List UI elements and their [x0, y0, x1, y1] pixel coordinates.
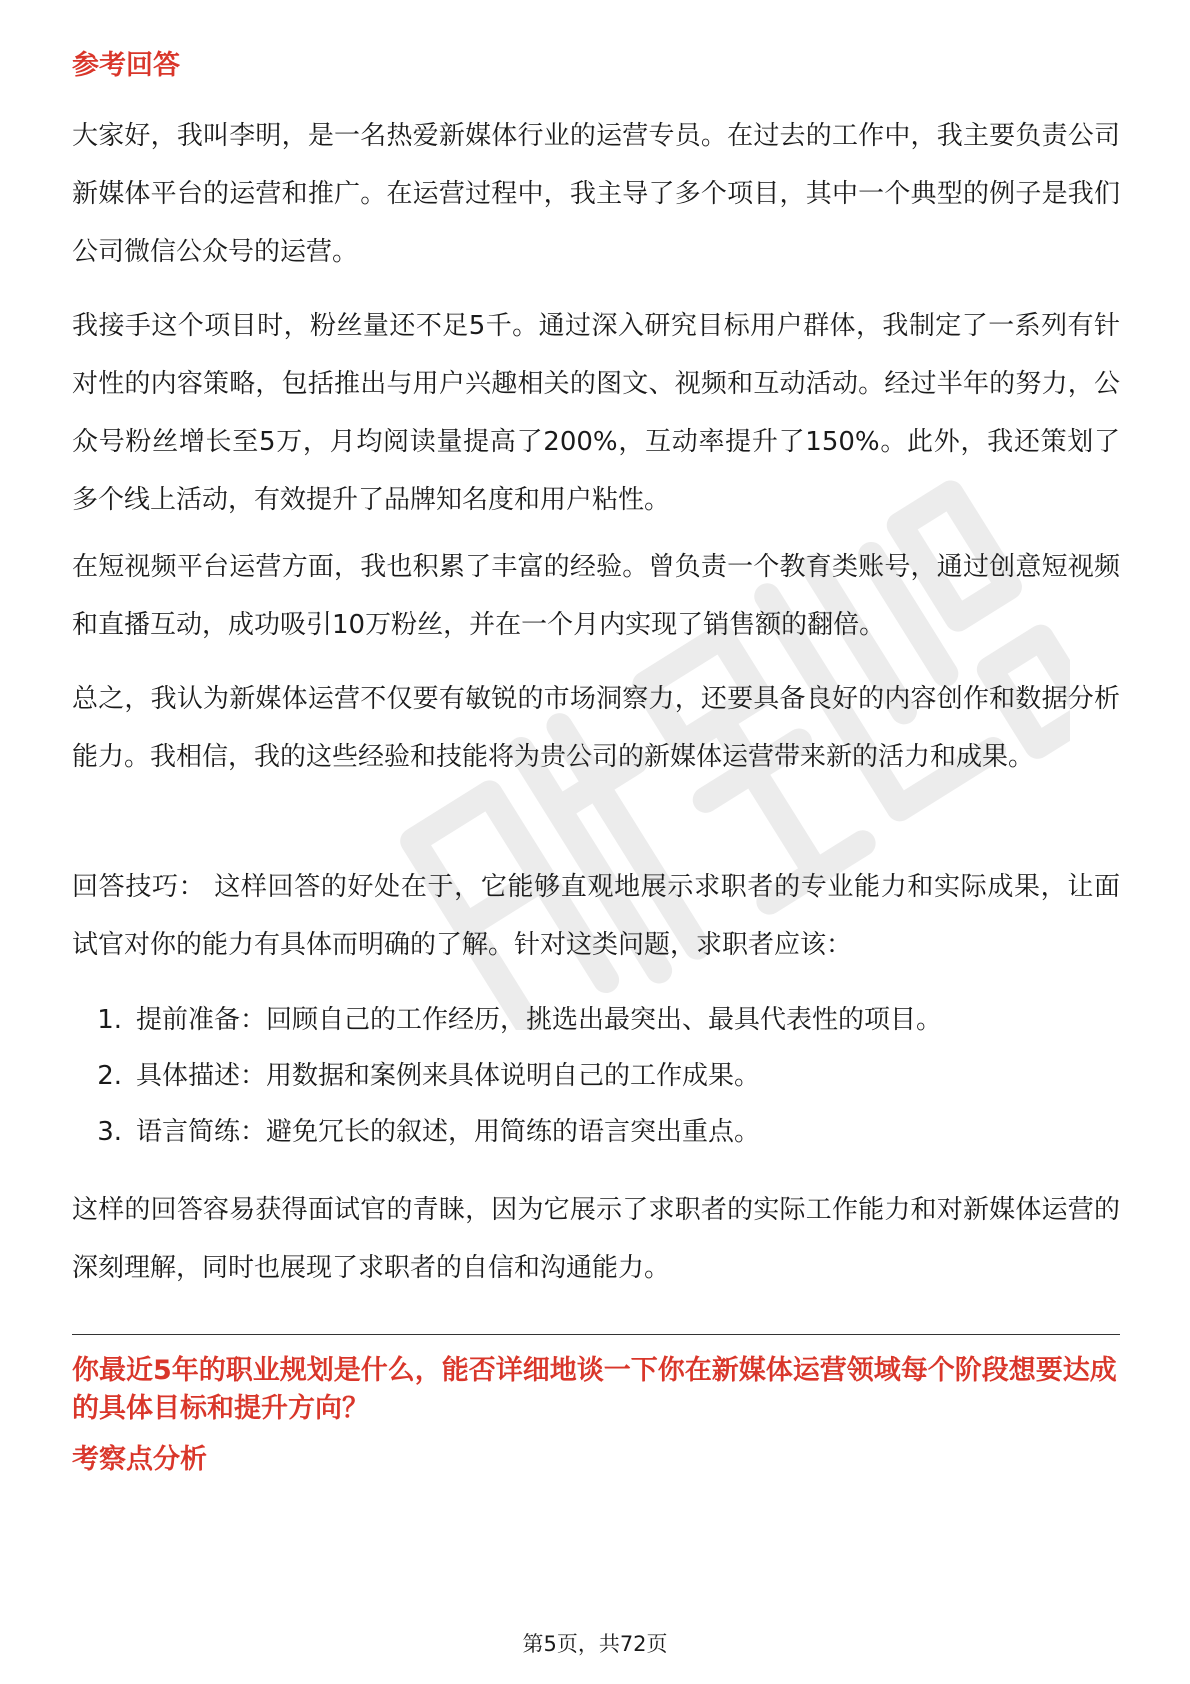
- reference-answer-heading: 参考回答: [72, 50, 180, 81]
- list-item-text: 语言简练：避免冗长的叙述，用简练的语言突出重点。: [136, 1117, 761, 1147]
- list-item-number: 3.: [97, 1117, 122, 1147]
- section-divider: [72, 1334, 1120, 1335]
- tips-conclusion: 这样的回答容易获得面试官的青睐，因为它展示了求职者的实际工作能力和对新媒体运营的深刻理解，同时也展现了求职者的自信和沟通能力。: [72, 1195, 1120, 1283]
- tips-list: [72, 992, 1120, 1160]
- answer-paragraph-summary: 总之，我认为新媒体运营不仅要有敏锐的市场洞察力，还要具备良好的内容创作和数据分析能力。我相信，我的这些经验和技能将为贵公司的新媒体运营带来新的活力和成果。: [72, 684, 1120, 772]
- page-number-footer: 第5页，共72页: [522, 1632, 668, 1656]
- tips-intro: 回答技巧： 这样回答的好处在于，它能够直观地展示求职者的专业能力和实际成果，让面试官对你的能力有具体而明确的了解。针对这类问题，求职者应该：: [72, 872, 1120, 960]
- answer-paragraph-short-video: 在短视频平台运营方面，我也积累了丰富的经验。曾负责一个教育类账号，通过创意短视频和直播互动，成功吸引10万粉丝，并在一个月内实现了销售额的翻倍。: [72, 552, 1120, 640]
- list-item-number: 1.: [97, 1005, 122, 1035]
- list-item: [72, 1048, 1120, 1104]
- list-item: [72, 1104, 1120, 1160]
- list-item-number: 2.: [97, 1061, 122, 1091]
- next-question: 你最近5年的职业规划是什么，能否详细地谈一下你在新媒体运营领域每个阶段想要达成的具体目标和提升方向？: [72, 1355, 1117, 1424]
- list-item-text: 提前准备：回顾自己的工作经历，挑选出最突出、最具代表性的项目。: [136, 1005, 943, 1035]
- analysis-heading: 考察点分析: [72, 1444, 207, 1475]
- answer-paragraph-wechat-project: 我接手这个项目时，粉丝量还不足5千。通过深入研究目标用户群体，我制定了一系列有针对性的内容策略，包括推出与用户兴趣相关的图文、视频和互动活动。经过半年的努力，公众号粉丝增长至5万，月均阅读量提高了200%，互动率提升了150%。此外，我还策划了多个线上活动，有效提升了品牌知名度和用户粘性。: [72, 311, 1120, 515]
- answer-paragraph-intro: 大家好，我叫李明，是一名热爱新媒体行业的运营专员。在过去的工作中，我主要负责公司新媒体平台的运营和推广。在运营过程中，我主导了多个项目，其中一个典型的例子是我们公司微信公众号的运营。: [72, 121, 1120, 267]
- list-item-text: 具体描述：用数据和案例来具体说明自己的工作成果。: [136, 1061, 761, 1091]
- list-item: [72, 992, 1120, 1048]
